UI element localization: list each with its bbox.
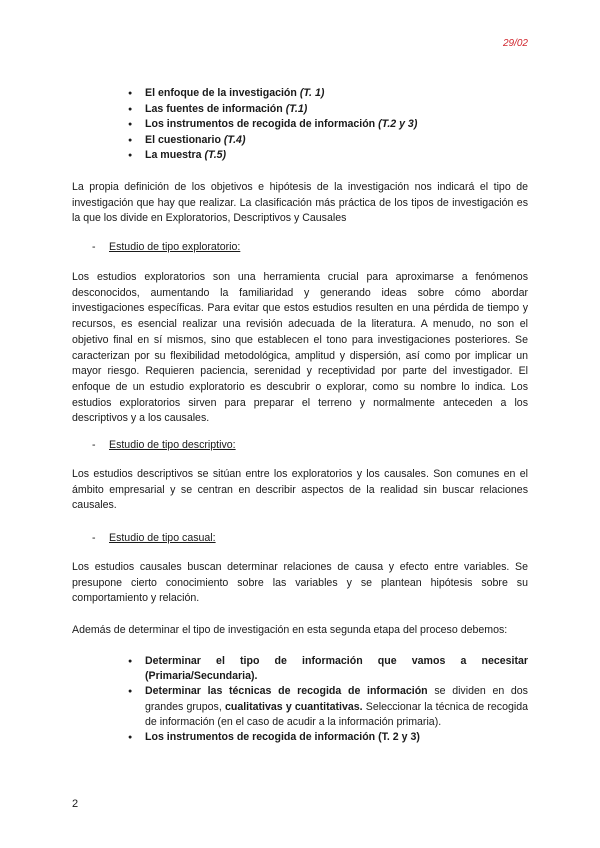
page-number: 2: [72, 798, 79, 810]
topics-list: [128, 86, 417, 164]
list-item: ● Las fuentes de información (T.1): [128, 102, 417, 118]
list-item: ● Determinar el tipo de información que vamos a necesitar (Primaria/Secundaria).: [128, 654, 528, 684]
section-body-causal: Los estudios causales buscan determinar relaciones de causa y efecto entre variables. Se presupone cierto conocimiento sobre las variables y se plantean hipótesis sobre su comportamiento y relación.: [72, 561, 528, 605]
date: 29/02: [502, 38, 528, 49]
intro-paragraph: La propia definición de los objetivos e hipótesis de la investigación nos indicará el tipo de investigación que hay que realizar. La clasificación más práctica de los tipos de investigación es la que los divide en Exploratorios, Descriptivos y Causales: [72, 181, 528, 225]
section-heading-descriptivo: - Estudio de tipo descriptivo:: [92, 439, 236, 451]
section-body-descriptivo: Los estudios descriptivos se sitúan entre los exploratorios y los causales. Son comunes en el ámbito empresarial y se centran en describir aspectos de la realidad sin buscar relaciones causales.: [72, 468, 528, 512]
steps-list: [128, 654, 528, 745]
list-item: ● Los instrumentos de recogida de información (T. 2 y 3): [128, 730, 528, 745]
list-item: ● El cuestionario (T.4): [128, 133, 417, 149]
list-item: ● El enfoque de la investigación (T. 1): [128, 86, 417, 102]
list-item: ● La muestra (T.5): [128, 148, 417, 164]
section-body-exploratorio: Los estudios exploratorios son una herramienta crucial para aproximarse a fenómenos desconocidos, aumentando la familiaridad y generando ideas sobre cómo abordar investigaciones específicas. Para evitar que estos estudios resulten en una pérdida de tiempo y recursos, es esencial realizar una revisión adecuada de la literatura. A menudo, no son el objetivo final en sí mismos, sino que establecen el tono para investigaciones posteriores. Se caracterizan por su flexibilidad metodológica, amplitud y dispersión, así como por implicar un mayor riesgo. Requieren paciencia, serenidad y receptividad por parte del investigador. El enfoque de un estudio exploratorio es descubrir o explorar, como su nombre lo indica. Los estudios exploratorios sirven para preparar el terreno y normalmente anteceden a los descriptivos y a los causales.: [72, 271, 528, 425]
list-item: ● Determinar las técnicas de recogida de información se dividen en dos grandes grupos, cualitativas y cuantitativas. Seleccionar la técnica de recogida de información (en el caso de acudir a la información primaria).: [128, 684, 528, 730]
section-heading-causal: - Estudio de tipo casual:: [92, 532, 216, 544]
closing-paragraph: Además de determinar el tipo de investigación en esta segunda etapa del proceso debemos:: [72, 624, 508, 636]
list-item: ● Los instrumentos de recogida de información (T.2 y 3): [128, 117, 417, 133]
section-heading-exploratorio: - Estudio de tipo exploratorio:: [92, 241, 241, 253]
